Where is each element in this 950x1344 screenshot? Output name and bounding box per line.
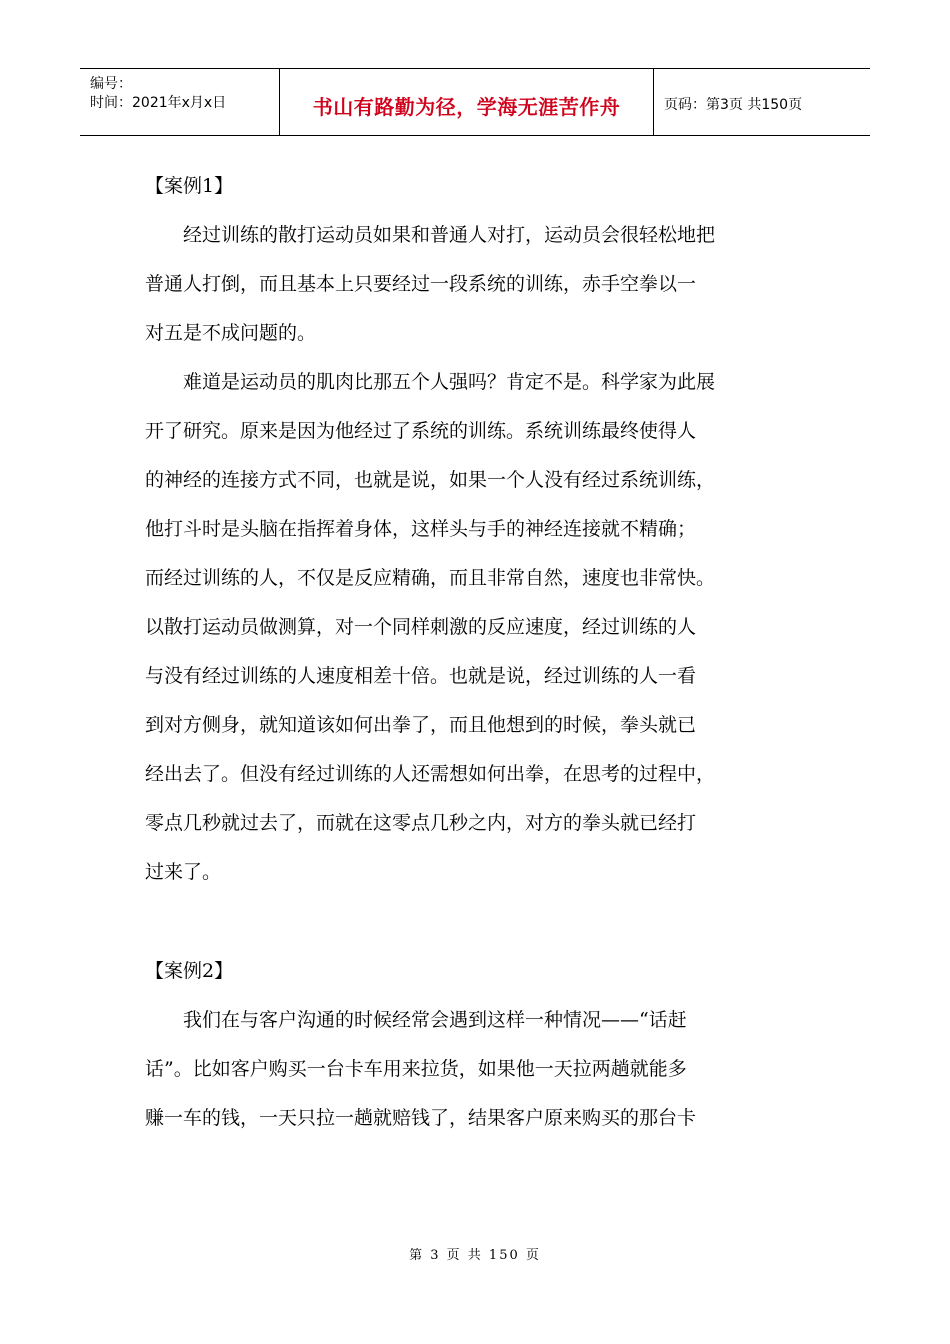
case-2-line: 赚一车的钱，一天只拉一趟就赔钱了，结果客户原来购买的那台卡 — [145, 1107, 697, 1129]
section-gap — [145, 897, 810, 947]
case-1-line: 普通人打倒，而且基本上只要经过一段系统的训练，赤手空拳以一 — [145, 273, 697, 295]
case-1-line: 过来了。 — [145, 861, 222, 883]
case-1-title: 【案例1】 — [145, 175, 234, 197]
case-1-line: 而经过训练的人，不仅是反应精确，而且非常自然，速度也非常快。 — [145, 567, 716, 589]
case-1-line: 对五是不成问题的。 — [145, 322, 317, 344]
page-footer: 第 3 页 共 150 页 — [409, 1248, 541, 1263]
document-body — [145, 162, 810, 1143]
header-page-info: 页码：第3页 共150页 — [664, 97, 803, 113]
document-header — [80, 68, 870, 136]
case-1-line: 以散打运动员做测算，对一个同样刺激的反应速度，经过训练的人 — [145, 616, 697, 638]
case-2-line: 话”。比如客户购买一台卡车用来拉货，如果他一天拉两趟就能多 — [145, 1058, 687, 1080]
case-1-line: 经过训练的散打运动员如果和普通人对打，运动员会很轻松地把 — [145, 224, 716, 246]
document-number-label: 编号： — [90, 76, 132, 92]
header-meta-cell — [80, 69, 280, 135]
case-1-line: 他打斗时是头脑在指挥着身体，这样头与手的神经连接就不精确； — [145, 518, 697, 540]
case-1-line: 开了研究。原来是因为他经过了系统的训练。系统训练最终使得人 — [145, 420, 697, 442]
case-1-line: 零点几秒就过去了，而就在这零点几秒之内，对方的拳头就已经打 — [145, 812, 697, 834]
header-motto-cell — [280, 69, 654, 135]
case-1-line: 与没有经过训练的人速度相差十倍。也就是说，经过训练的人一看 — [145, 665, 697, 687]
header-page-cell — [654, 69, 870, 135]
header-motto: 书山有路勤为径，学海无涯苦作舟 — [312, 95, 621, 119]
case-1-line: 的神经的连接方式不同，也就是说，如果一个人没有经过系统训练， — [145, 469, 716, 491]
case-2-line: 我们在与客户沟通的时候经常会遇到这样一种情况——“话赶 — [145, 1009, 687, 1031]
document-time-label: 时间：2021年x月x日 — [90, 95, 227, 111]
case-1-line: 经出去了。但没有经过训练的人还需想如何出拳，在思考的过程中， — [145, 763, 716, 785]
case-1-line: 难道是运动员的肌肉比那五个人强吗？肯定不是。科学家为此展 — [145, 371, 716, 393]
case-1-line: 到对方侧身，就知道该如何出拳了，而且他想到的时候，拳头就已 — [145, 714, 697, 736]
case-2-title: 【案例2】 — [145, 960, 234, 982]
